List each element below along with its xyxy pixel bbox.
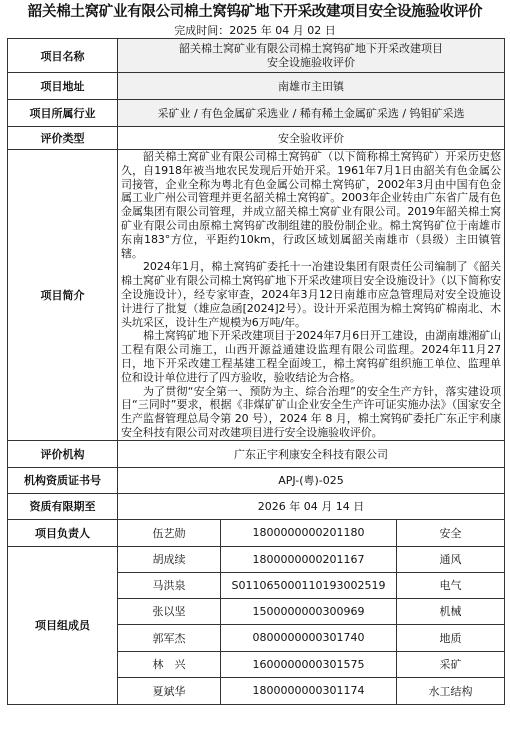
member-cert: 1600000000301575 — [221, 651, 397, 677]
member-name: 胡成续 — [118, 546, 221, 572]
project-name-line-1: 韶关棉土窝矿业有限公司棉土窝钨矿地下开采改建项目 — [179, 41, 443, 55]
value-eval-type: 安全验收评价 — [118, 127, 505, 150]
member-row — [8, 546, 505, 572]
intro-paragraph: 韶关棉土窝矿业有限公司棉土窝钨矿（以下简称棉土窝钨矿）开采历史悠久，自1918年被当地农民发现后开始开采。1961年7月1日由韶关有色金属公司接管，企业全称为粤北有色金属公司棉土窝钨矿，2002年3月由中国有色金属工业广州公司管理并更名韶关棉土窝钨矿。2003年企业转由广东省广晟有色金属集团有限公司管理，并成立韶关棉土窝矿业有限公司。2019年韶关棉土窝矿业有限公司由原棉土窝钨矿改制组建的股份制企业。棉土窝钨矿位于南雄市东南183°方位，平距约10km，行政区域划属韶关南雄市（县级）主田镇管辖。 — [121, 150, 502, 260]
member-cert: 1800000000301174 — [221, 677, 397, 704]
completion-date: 完成时间：2025 年 04 月 02 日 — [174, 24, 336, 37]
member-cert: 1500000000300969 — [221, 598, 397, 624]
value-cert-no: APJ-(粤)-025 — [118, 467, 505, 493]
label-eval-org: 评价机构 — [8, 440, 118, 467]
value-project-address: 南雄市主田镇 — [118, 73, 505, 100]
leader-field: 安全 — [397, 519, 505, 546]
label-cert-no: 机构资质证书号 — [8, 467, 118, 493]
member-field: 水工结构 — [397, 677, 505, 704]
value-intro — [118, 150, 505, 441]
row-cert-no — [8, 467, 505, 493]
row-project-name — [8, 39, 505, 73]
leader-name: 伍艺勋 — [118, 519, 221, 546]
member-field: 机械 — [397, 598, 505, 624]
leader-cert: 1800000000201180 — [221, 519, 397, 546]
intro-paragraph: 为了贯彻“安全第一、预防为主、综合治理”的安全生产方针，落实建设项目“三同时”要求，根据《非煤矿矿山企业安全生产许可证实施办法》（国家安全生产监督管理总局令第 20 号），2024 年 8 月，棉土窝钨矿委托广东正宇利康安全科技有限公司对改建项目进行安全设施验收评价。 — [121, 384, 502, 439]
value-project-name — [118, 39, 505, 73]
value-validity: 2026 年 04 月 14 日 — [118, 493, 505, 519]
label-project-name: 项目名称 — [8, 39, 118, 73]
member-name: 张以坚 — [118, 598, 221, 624]
member-field: 采矿 — [397, 651, 505, 677]
label-project-address: 项目地址 — [8, 73, 118, 100]
row-intro — [8, 150, 505, 441]
project-name-line-2: 安全设施验收评价 — [267, 55, 355, 69]
member-cert: 1800000000201167 — [221, 546, 397, 572]
value-industry: 采矿业 / 有色金属矿采选业 / 稀有稀土金属矿采选 / 钨钼矿采选 — [118, 100, 505, 127]
label-eval-type: 评价类型 — [8, 127, 118, 150]
label-leader: 项目负责人 — [8, 519, 118, 546]
member-cert: S011065000110193002519 — [221, 572, 397, 598]
member-field: 地质 — [397, 624, 505, 651]
intro-paragraph: 2024年1月，棉土窝钨矿委托十一冶建设集团有限责任公司编制了《韶关棉土窝矿业有限公司棉土窝钨矿地下开采改建项目安全设施设计》（以下简称安全设施设计），经专家审查，2024年3月12日南雄市应急管理局对安全设施设计进行了批复（雄应急函[2024]2号）。设计开采范围为棉土窝钨矿棉南北、木头坑采区，设计生产规模为6万吨/年。 — [121, 260, 502, 329]
project-info-table — [7, 38, 505, 705]
intro-paragraph: 棉土窝钨矿地下开采改建项目于2024年7月6日开工建设，由湖南雄湘矿山工程有限公司施工，山西开源益通建设监理有限公司监理。2024年11月27日，地下开采改建工程基建工程全面竣工，棉土窝钨矿组织施工单位、监理单位和设计单位进行了四方验收，验收结论为合格。 — [121, 329, 502, 384]
member-name: 郭军杰 — [118, 624, 221, 651]
member-name: 夏斌华 — [118, 677, 221, 704]
label-intro: 项目简介 — [8, 150, 118, 441]
document-title: 韶关棉土窝矿业有限公司棉土窝钨矿地下开采改建项目安全设施验收评价 — [27, 4, 483, 20]
value-eval-org: 广东正宇利康安全科技有限公司 — [118, 440, 505, 467]
row-eval-org — [8, 440, 505, 467]
row-leader — [8, 519, 505, 546]
member-cert: 0800000000301740 — [221, 624, 397, 651]
row-validity — [8, 493, 505, 519]
row-project-address — [8, 73, 505, 100]
member-name: 林 兴 — [118, 651, 221, 677]
label-industry: 项目所属行业 — [8, 100, 118, 127]
row-eval-type — [8, 127, 505, 150]
member-field: 通风 — [397, 546, 505, 572]
member-name: 马洪泉 — [118, 572, 221, 598]
row-industry — [8, 100, 505, 127]
label-members: 项目组成员 — [8, 546, 118, 704]
label-validity: 资质有限期至 — [8, 493, 118, 519]
member-field: 电气 — [397, 572, 505, 598]
